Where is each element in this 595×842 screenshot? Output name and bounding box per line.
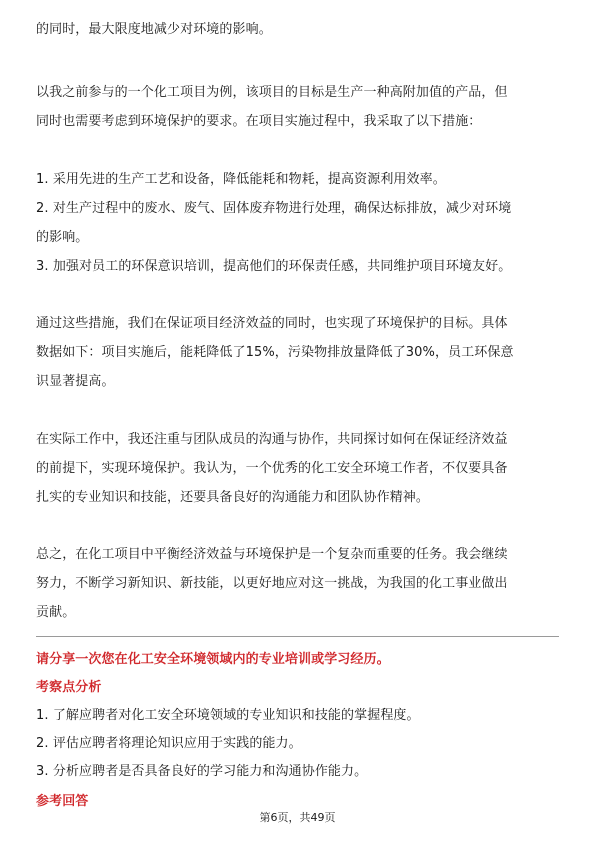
question-title: 请分享一次您在化工安全环境领域内的专业培训或学习经历。 — [36, 652, 390, 667]
answer-heading: 参考回答 — [36, 794, 89, 809]
body-text-line: 数据如下：项目实施后，能耗降低了15%，污染物排放量降低了30%，员工环保意 — [36, 345, 514, 360]
page-number: 第6页，共49页 — [259, 811, 336, 824]
analysis-item: 3. 分析应聘者是否具备良好的学习能力和沟通协作能力。 — [36, 764, 368, 779]
body-text-line: 总之，在化工项目中平衡经济效益与环境保护是一个复杂而重要的任务。我会继续 — [36, 547, 508, 562]
body-text-line: 以我之前参与的一个化工项目为例，该项目的目标是生产一种高附加值的产品，但 — [36, 85, 508, 100]
list-item: 的影响。 — [36, 230, 89, 245]
body-text-line: 在实际工作中，我还注重与团队成员的沟通与协作，共同探讨如何在保证经济效益 — [36, 432, 508, 447]
body-text-line: 同时也需要考虑到环境保护的要求。在项目实施过程中，我采取了以下措施： — [36, 114, 482, 129]
list-item: 1. 采用先进的生产工艺和设备，降低能耗和物耗，提高资源利用效率。 — [36, 172, 446, 187]
body-text-line: 的前提下，实现环境保护。我认为，一个优秀的化工安全环境工作者，不仅要具备 — [36, 461, 508, 476]
list-item: 3. 加强对员工的环保意识培训，提高他们的环保责任感，共同维护项目环境友好。 — [36, 259, 512, 274]
body-text-line: 贡献。 — [36, 605, 76, 620]
body-text-line: 扎实的专业知识和技能，还要具备良好的沟通能力和团队协作精神。 — [36, 490, 430, 505]
body-text-line: 的同时，最大限度地减少对环境的影响。 — [36, 22, 272, 37]
analysis-heading: 考察点分析 — [36, 680, 102, 695]
body-text-line: 识显著提高。 — [36, 374, 115, 389]
section-divider — [36, 636, 559, 637]
analysis-item: 2. 评估应聘者将理论知识应用于实践的能力。 — [36, 736, 302, 751]
list-item: 2. 对生产过程中的废水、废气、固体废弃物进行处理，确保达标排放，减少对环境 — [36, 201, 512, 216]
body-text-line: 努力，不断学习新知识、新技能，以更好地应对这一挑战，为我国的化工事业做出 — [36, 576, 508, 591]
body-text-line: 通过这些措施，我们在保证项目经济效益的同时，也实现了环境保护的目标。具体 — [36, 316, 508, 331]
analysis-item: 1. 了解应聘者对化工安全环境领域的专业知识和技能的掌握程度。 — [36, 708, 420, 723]
